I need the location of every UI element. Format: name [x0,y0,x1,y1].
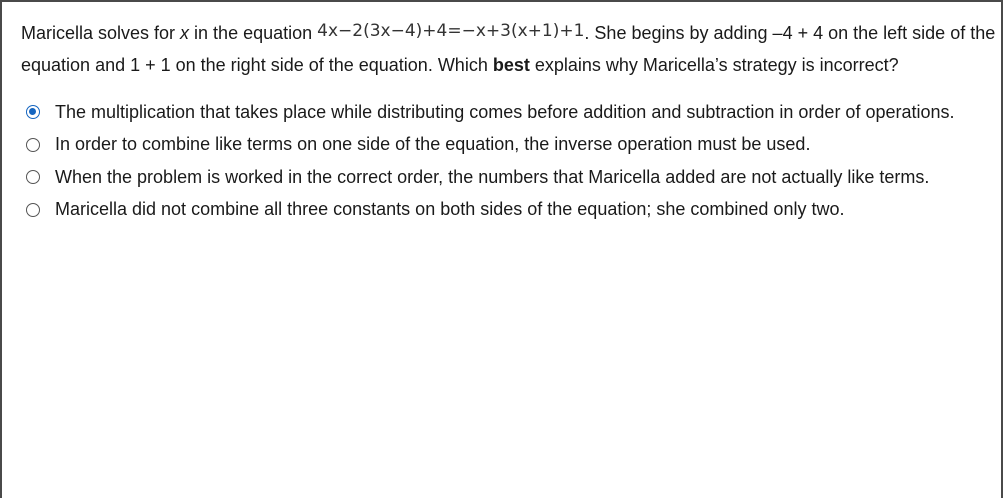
answer-option-label: Maricella did not combine all three constants on both sides of the equation; she combined only two. [55,199,845,220]
answer-option-label: The multiplication that takes place while distributing comes before addition and subtraction in order of operations. [55,101,955,122]
question-text-part-4: explains why Maricella’s strategy is incorrect? [529,55,899,75]
radio-button[interactable] [26,203,40,217]
bold-word: best [492,55,530,75]
answer-option-label: When the problem is worked in the correct order, the numbers that Maricella added are not actually like terms. [55,166,930,187]
answer-option-1[interactable] [26,96,1001,129]
question-text-part-2: in the equation [189,23,318,43]
question-text-part-1: Maricella solves for [21,23,181,43]
answer-option-label: In order to combine like terms on one side of the equation, the inverse operation must be used. [55,134,811,155]
radio-button-selected[interactable] [26,105,40,119]
question-text-part-3: . She begins by adding –4 + 4 on the left side of the equation and 1 + 1 on the right side of the equation. Which [21,23,996,75]
answer-option-4[interactable] [26,194,1001,227]
radio-button[interactable] [26,170,40,184]
question-text [21,18,996,81]
answer-option-2[interactable] [26,129,1001,162]
answer-options [26,96,1001,226]
answer-option-3[interactable] [26,161,1001,194]
equation: 4x−2(3x−4)+4=−x+3(x+1)+1 [317,21,585,41]
radio-button[interactable] [26,138,40,152]
variable-x: x [180,23,190,43]
